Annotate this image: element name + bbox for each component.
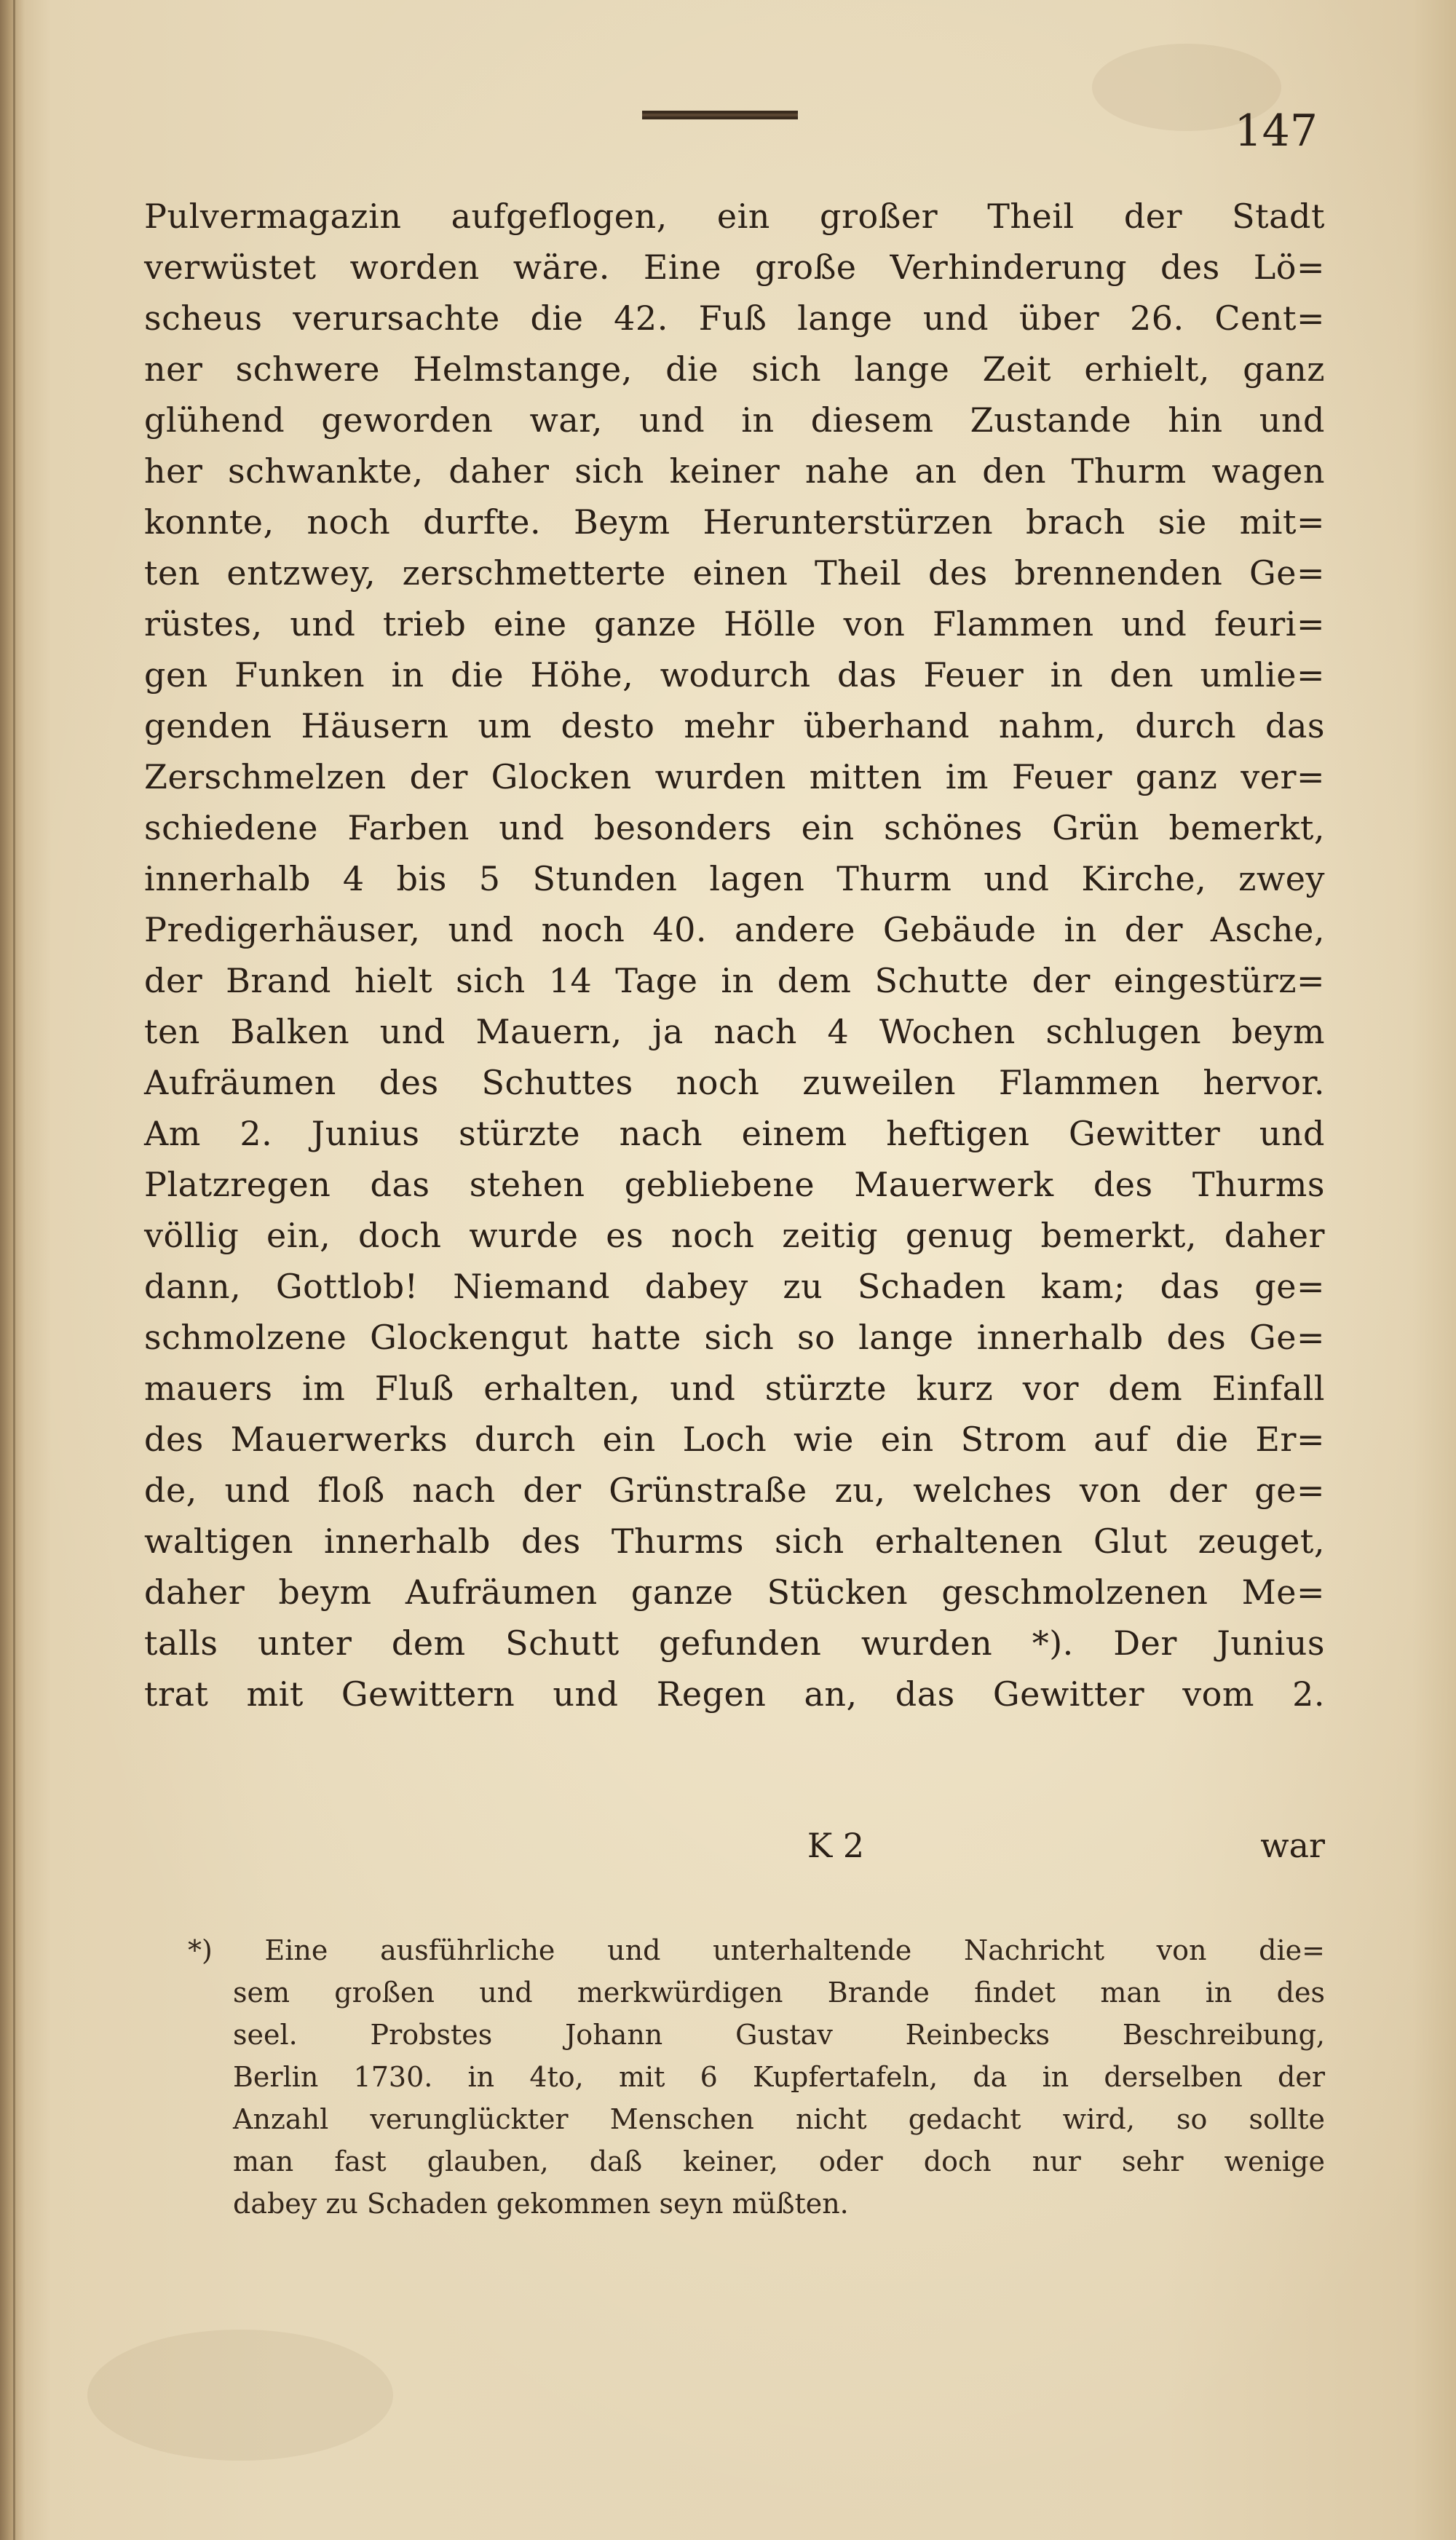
footnote-line: man fast glauben, daß keiner, oder doch nur sehr wenige (233, 2145, 1325, 2177)
text-line: völlig ein, doch wurde es noch zeitig genug bemerkt, daher (144, 1216, 1325, 1255)
text-line: Aufräumen des Schuttes noch zuweilen Flammen hervor. (144, 1063, 1325, 1102)
text-line: gen Funken in die Höhe, wodurch das Feuer in den umlie= (144, 655, 1325, 695)
text-line: her schwankte, daher sich keiner nahe an den Thurm wagen (144, 451, 1325, 491)
text-line: schiedene Farben und besonders ein schönes Grün bemerkt, (144, 808, 1325, 847)
text-line: ten entzwey, zerschmetterte einen Theil des brennenden Ge= (144, 553, 1325, 593)
text-line: schmolzene Glockengut hatte sich so lange innerhalb des Ge= (144, 1318, 1325, 1357)
text-line: de, und floß nach der Grünstraße zu, welches von der ge= (144, 1471, 1325, 1510)
text-line: ten Balken und Mauern, ja nach 4 Wochen schlugen beym (144, 1012, 1325, 1051)
page-number: 147 (1234, 106, 1318, 157)
text-line: Pulvermagazin aufgeflogen, ein großer Theil der Stadt (144, 197, 1325, 236)
text-line: talls unter dem Schutt gefunden wurden *). Der Junius (144, 1623, 1325, 1663)
text-line: mauers im Fluß erhalten, und stürzte kurz vor dem Einfall (144, 1369, 1325, 1408)
text-line: dann, Gottlob! Niemand dabey zu Schaden kam; das ge= (144, 1267, 1325, 1306)
header-rule (642, 111, 798, 119)
text-line: glühend geworden war, und in diesem Zustande hin und (144, 400, 1325, 440)
text-line: ner schwere Helmstange, die sich lange Zeit erhielt, ganz (144, 349, 1325, 389)
text-line: konnte, noch durfte. Beym Herunterstürzen brach sie mit= (144, 502, 1325, 542)
footnote-line: Anzahl verunglückter Menschen nicht gedacht wird, so sollte (233, 2103, 1325, 2135)
footnote-line: *) Eine ausführliche und unterhaltende Nachricht von die= (188, 1934, 1325, 1966)
text-line: verwüstet worden wäre. Eine große Verhinderung des Lö= (144, 248, 1325, 287)
text-line: Zerschmelzen der Glocken wurden mitten im Feuer ganz ver= (144, 757, 1325, 796)
signature-mark: K 2 (807, 1826, 865, 1865)
paper-stain (87, 2330, 393, 2461)
text-line: Platzregen das stehen gebliebene Mauerwerk des Thurms (144, 1165, 1325, 1204)
signature-line (144, 1820, 1325, 1871)
footnote-line: Berlin 1730. in 4to, mit 6 Kupfertafeln, da in derselben der (233, 2061, 1325, 2093)
text-line: genden Häusern um desto mehr überhand nahm, durch das (144, 706, 1325, 745)
text-line: scheus verursachte die 42. Fuß lange und über 26. Cent= (144, 298, 1325, 338)
binding-gutter (13, 0, 15, 2540)
catchword: war (1260, 1826, 1325, 1865)
body-text (144, 191, 1325, 1720)
text-line: waltigen innerhalb des Thurms sich erhaltenen Glut zeuget, (144, 1522, 1325, 1561)
text-line: des Mauerwerks durch ein Loch wie ein Strom auf die Er= (144, 1420, 1325, 1459)
text-line: daher beym Aufräumen ganze Stücken geschmolzenen Me= (144, 1572, 1325, 1612)
text-line: trat mit Gewittern und Regen an, das Gewitter vom 2. (144, 1674, 1325, 1714)
text-line: Am 2. Junius stürzte nach einem heftigen Gewitter und (144, 1114, 1325, 1153)
footnote-line: seel. Probstes Johann Gustav Reinbecks Beschreibung, (233, 2019, 1325, 2051)
text-line: rüstes, und trieb eine ganze Hölle von Flammen und feuri= (144, 604, 1325, 644)
text-line: Predigerhäuser, und noch 40. andere Gebäude in der Asche, (144, 910, 1325, 949)
footnote (188, 1929, 1325, 2225)
text-line: innerhalb 4 bis 5 Stunden lagen Thurm und Kirche, zwey (144, 859, 1325, 898)
footnote-line: dabey zu Schaden gekommen seyn müßten. (233, 2188, 849, 2220)
text-line: der Brand hielt sich 14 Tage in dem Schutte der eingestürz= (144, 961, 1325, 1000)
footnote-line: sem großen und merkwürdigen Brande findet man in des (233, 1977, 1325, 2009)
